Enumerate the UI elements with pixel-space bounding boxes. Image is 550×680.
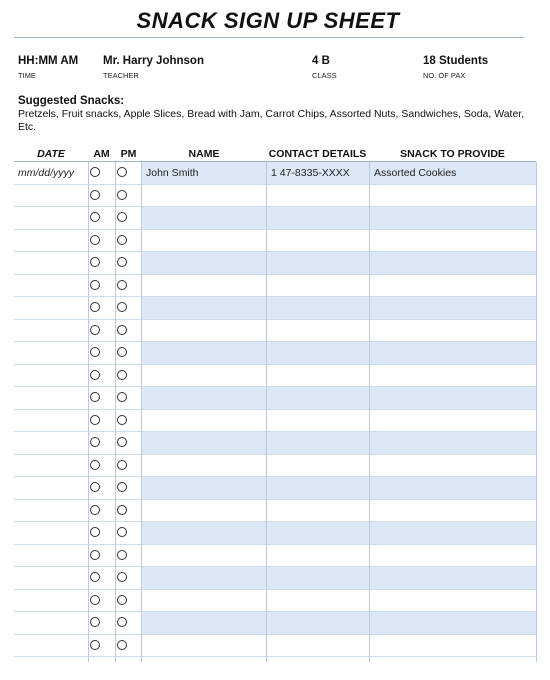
pm-radio[interactable] [117, 527, 127, 537]
pm-radio[interactable] [117, 167, 127, 177]
am-radio[interactable] [90, 302, 100, 312]
time-value: HH:MM AM [18, 55, 79, 67]
signup-table [14, 162, 536, 657]
class-value: 4 B [312, 55, 330, 67]
table-row [14, 477, 536, 500]
table-row [14, 252, 536, 275]
am-radio[interactable] [90, 550, 100, 560]
row-shading [142, 500, 536, 522]
title-divider [14, 37, 524, 38]
pm-radio[interactable] [117, 437, 127, 447]
column-divider [536, 162, 537, 662]
pm-radio[interactable] [117, 505, 127, 515]
pm-radio[interactable] [117, 482, 127, 492]
row-shading [142, 612, 536, 634]
pm-radio[interactable] [117, 235, 127, 245]
table-row [14, 342, 536, 365]
column-divider [369, 162, 370, 662]
sheet-title: SNACK SIGN UP SHEET [136, 8, 400, 33]
row-shading [142, 252, 536, 274]
table-row [14, 230, 536, 253]
table-row [14, 185, 536, 208]
header-pm: PM [120, 148, 137, 160]
pm-radio[interactable] [117, 415, 127, 425]
table-row [14, 162, 536, 185]
pm-radio[interactable] [117, 572, 127, 582]
pm-radio[interactable] [117, 190, 127, 200]
am-radio[interactable] [90, 460, 100, 470]
am-radio[interactable] [90, 595, 100, 605]
table-row [14, 365, 536, 388]
table-row [14, 320, 536, 343]
date-cell[interactable]: mm/dd/yyyy [18, 167, 75, 179]
table-row [14, 522, 536, 545]
pm-radio[interactable] [117, 212, 127, 222]
column-divider [115, 162, 116, 662]
am-radio[interactable] [90, 392, 100, 402]
table-row [14, 432, 536, 455]
table-row [14, 455, 536, 478]
header-name: NAME [188, 148, 220, 160]
pm-radio[interactable] [117, 460, 127, 470]
am-radio[interactable] [90, 280, 100, 290]
class-field [312, 55, 337, 80]
row-shading [142, 275, 536, 297]
teacher-value: Mr. Harry Johnson [103, 55, 204, 67]
pm-radio[interactable] [117, 347, 127, 357]
row-shading [142, 230, 536, 252]
header-snack: SNACK TO PROVIDE [400, 148, 505, 160]
teacher-label: TEACHER [103, 71, 139, 80]
am-radio[interactable] [90, 437, 100, 447]
row-shading [142, 365, 536, 387]
table-row [14, 635, 536, 658]
snack-cell[interactable]: Assorted Cookies [374, 167, 457, 179]
table-row [14, 500, 536, 523]
column-divider [266, 162, 267, 662]
am-radio[interactable] [90, 212, 100, 222]
name-cell[interactable]: John Smith [146, 167, 199, 179]
am-radio[interactable] [90, 640, 100, 650]
table-row [14, 545, 536, 568]
pm-radio[interactable] [117, 325, 127, 335]
table-row [14, 207, 536, 230]
table-row [14, 567, 536, 590]
row-shading [142, 185, 536, 207]
row-shading [142, 207, 536, 229]
row-shading [142, 432, 536, 454]
am-radio[interactable] [90, 347, 100, 357]
pm-radio[interactable] [117, 640, 127, 650]
am-radio[interactable] [90, 325, 100, 335]
row-shading [142, 545, 536, 567]
row-shading [142, 410, 536, 432]
am-radio[interactable] [90, 370, 100, 380]
row-shading [142, 635, 536, 657]
row-shading [142, 320, 536, 342]
pm-radio[interactable] [117, 550, 127, 560]
class-label: CLASS [312, 71, 337, 80]
pm-radio[interactable] [117, 302, 127, 312]
pm-radio[interactable] [117, 392, 127, 402]
am-radio[interactable] [90, 527, 100, 537]
pax-value: 18 Students [423, 55, 489, 67]
pm-radio[interactable] [117, 595, 127, 605]
row-shading [142, 455, 536, 477]
header-date: DATE [37, 148, 65, 160]
am-radio[interactable] [90, 617, 100, 627]
am-radio[interactable] [90, 190, 100, 200]
am-radio[interactable] [90, 235, 100, 245]
table-row [14, 275, 536, 298]
pm-radio[interactable] [117, 617, 127, 627]
row-shading [142, 297, 536, 319]
time-label: TIME [18, 71, 36, 80]
pax-label: NO. OF PAX [423, 71, 466, 80]
row-shading [142, 342, 536, 364]
suggested-snacks-text: Pretzels, Fruit snacks, Apple Slices, Bread with Jam, Carrot Chips, Assorted Nuts, Sandwiches, Soda, Water, Etc. [18, 108, 525, 133]
am-radio[interactable] [90, 572, 100, 582]
am-radio[interactable] [90, 415, 100, 425]
table-row [14, 410, 536, 433]
pm-radio[interactable] [117, 280, 127, 290]
suggested-snacks-heading: Suggested Snacks: [18, 95, 125, 107]
pax-field [423, 55, 488, 80]
am-radio[interactable] [90, 505, 100, 515]
row-shading [142, 522, 536, 544]
row-shading [142, 387, 536, 409]
row-shading [142, 567, 536, 589]
am-radio[interactable] [90, 167, 100, 177]
row-shading [142, 477, 536, 499]
table-row [14, 387, 536, 410]
time-field [18, 55, 78, 80]
teacher-field [103, 55, 204, 80]
am-radio[interactable] [90, 482, 100, 492]
table-row [14, 297, 536, 320]
am-radio[interactable] [90, 257, 100, 267]
pm-radio[interactable] [117, 370, 127, 380]
row-shading [142, 590, 536, 612]
table-row [14, 590, 536, 613]
header-am: AM [93, 148, 110, 160]
column-divider [141, 162, 142, 662]
header-contact: CONTACT DETAILS [268, 148, 367, 160]
table-row [14, 612, 536, 635]
pm-radio[interactable] [117, 257, 127, 267]
contact-cell[interactable]: 1 47-8335-XXXX [271, 167, 350, 179]
column-divider [88, 162, 89, 662]
